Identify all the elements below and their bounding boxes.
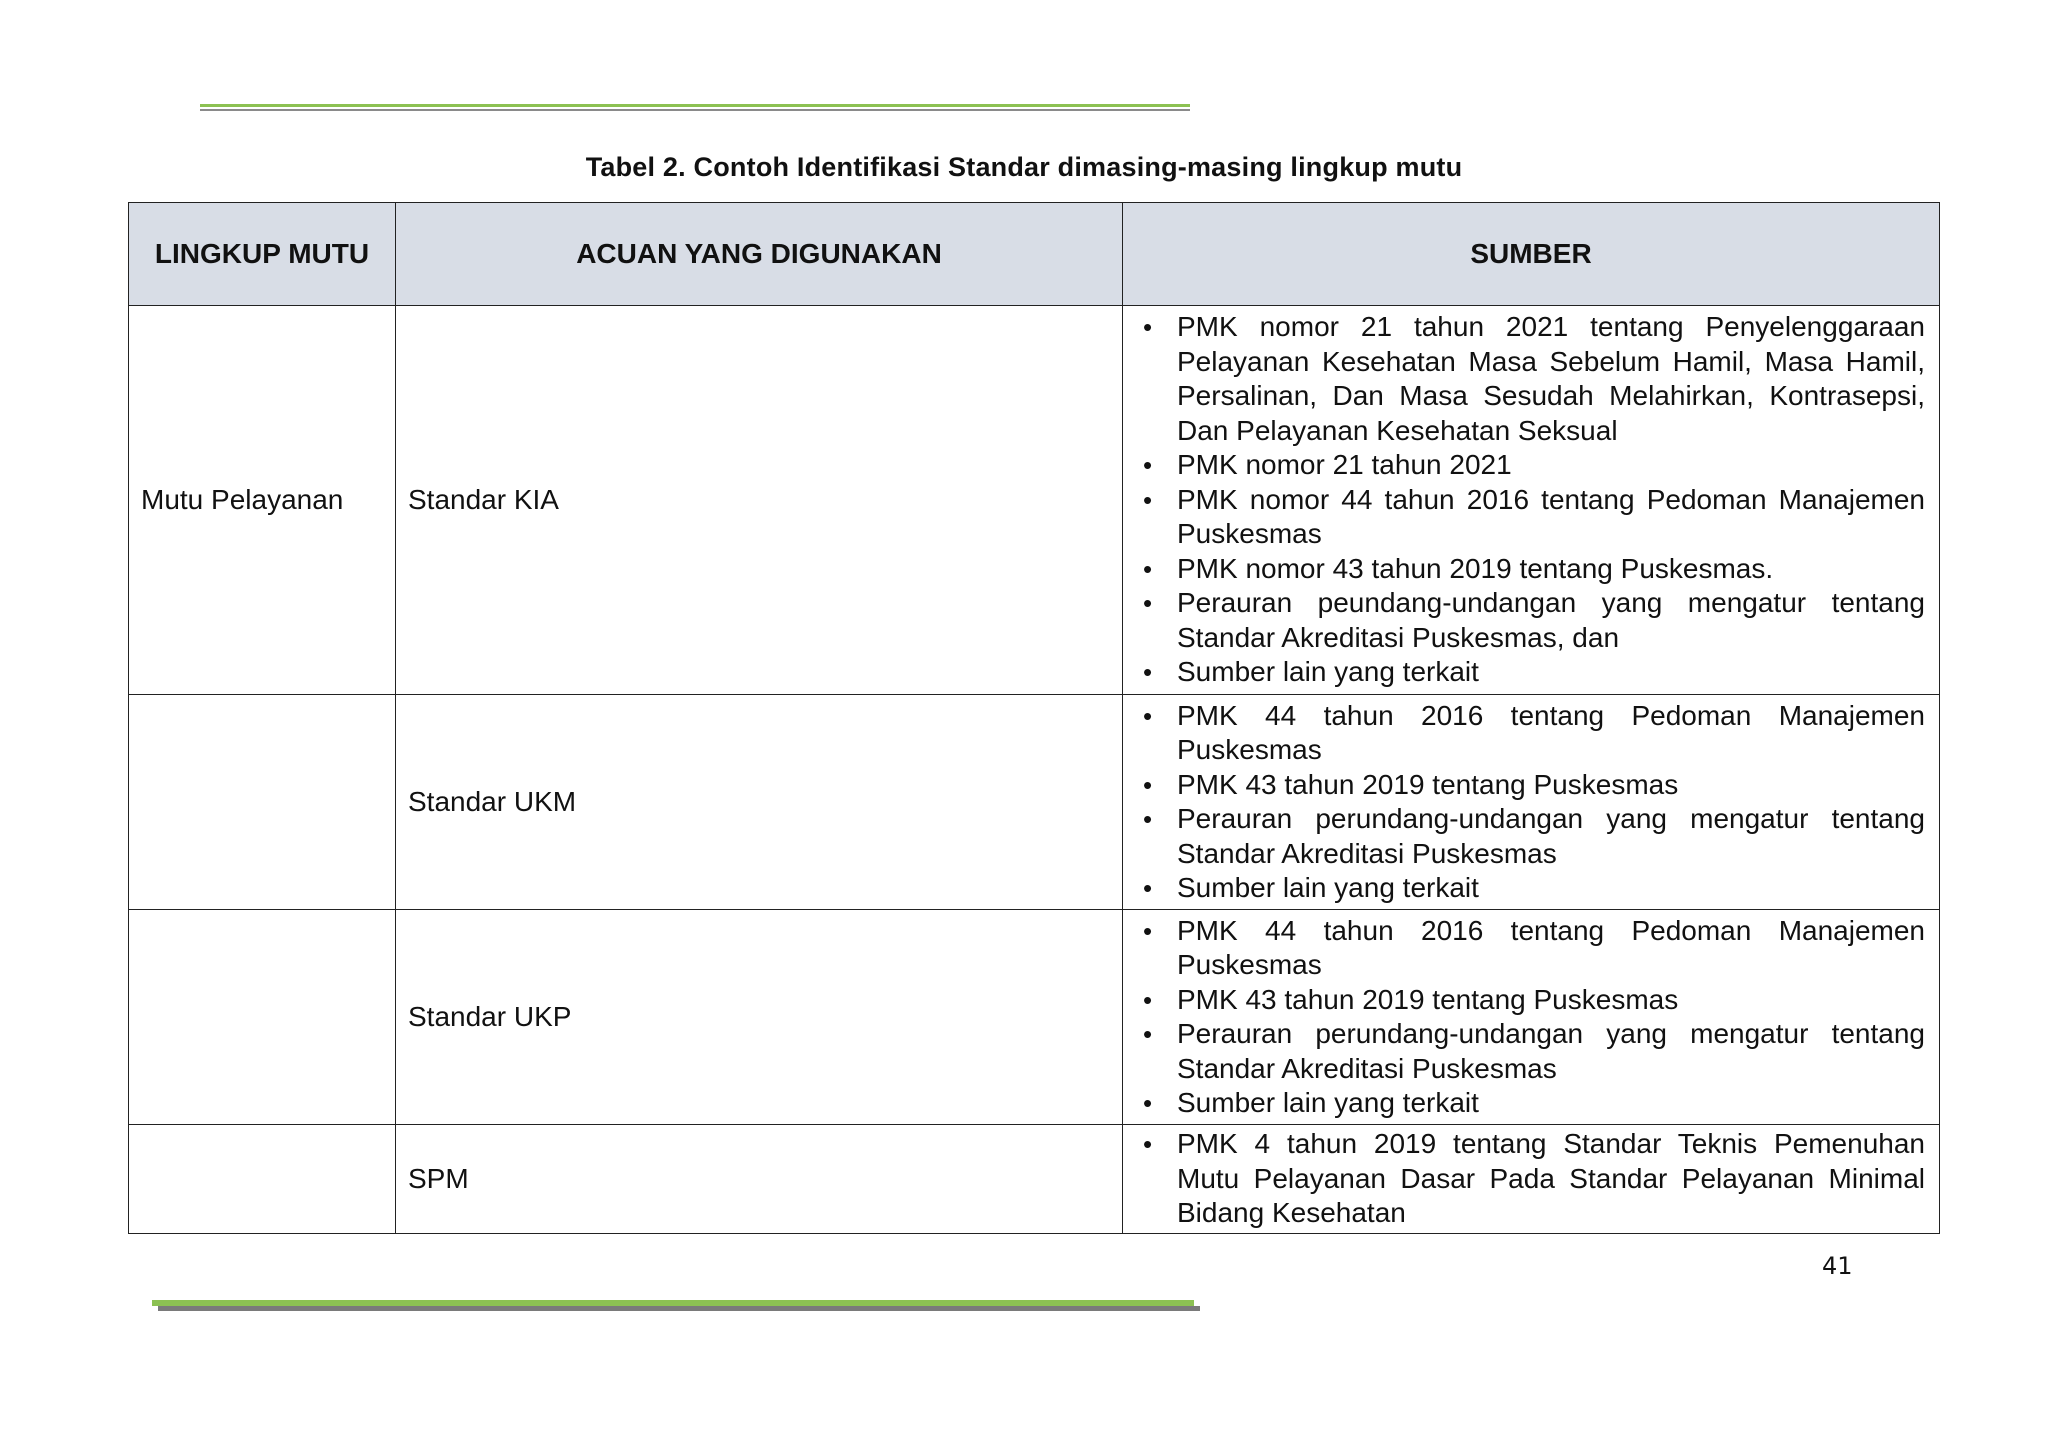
source-item: • Sumber lain yang terkait — [1177, 655, 1925, 690]
top-rule-gray — [200, 109, 1190, 111]
reference-cell: Standar UKP — [396, 910, 1123, 1125]
source-item: • PMK 4 tahun 2019 tentang Standar Teknis Pemenuhan Mutu Pelayanan Dasar Pada Standar Pelayanan Minimal Bidang Kesehatan — [1177, 1127, 1925, 1231]
sources-cell — [1123, 910, 1940, 1125]
header-acuan: ACUAN YANG DIGUNAKAN — [396, 203, 1123, 306]
header-sumber: SUMBER — [1123, 203, 1940, 306]
table-caption: Tabel 2. Contoh Identifikasi Standar dimasing-masing lingkup mutu — [585, 152, 1463, 182]
source-item: • PMK nomor 44 tahun 2016 tentang Pedoman Manajemen Puskesmas — [1177, 483, 1925, 552]
source-item: • PMK nomor 21 tahun 2021 — [1177, 448, 1925, 483]
reference-cell: Standar UKM — [396, 695, 1123, 910]
source-item: • Perauran perundang-undangan yang mengatur tentang Standar Akreditasi Puskesmas — [1177, 1017, 1925, 1086]
scope-cell — [129, 695, 396, 910]
sources-list — [1137, 310, 1925, 690]
reference-cell: SPM — [396, 1125, 1123, 1234]
source-item: • PMK 43 tahun 2019 tentang Puskesmas — [1177, 983, 1925, 1018]
sources-cell — [1123, 695, 1940, 910]
source-item: • PMK 44 tahun 2016 tentang Pedoman Manajemen Puskesmas — [1177, 699, 1925, 768]
sources-list — [1137, 914, 1925, 1121]
reference-cell: Standar KIA — [396, 306, 1123, 695]
page-number: 41 — [1822, 1252, 1853, 1280]
table-row — [129, 910, 1940, 1125]
table-row — [129, 1125, 1940, 1234]
sources-cell — [1123, 1125, 1940, 1234]
sources-cell — [1123, 306, 1940, 695]
source-item: • PMK 44 tahun 2016 tentang Pedoman Manajemen Puskesmas — [1177, 914, 1925, 983]
scope-cell — [129, 910, 396, 1125]
sources-list — [1137, 699, 1925, 906]
source-item: • PMK nomor 21 tahun 2021 tentang Penyelenggaraan Pelayanan Kesehatan Masa Sebelum Hamil, Masa Hamil, Persalinan, Dan Masa Sesudah Melahirkan, Kontrasepsi, Dan Pelayanan Kesehatan Seksual — [1177, 310, 1925, 448]
source-item: • PMK nomor 43 tahun 2019 tentang Puskesmas. — [1177, 552, 1925, 587]
source-item: • Perauran perundang-undangan yang mengatur tentang Standar Akreditasi Puskesmas — [1177, 802, 1925, 871]
bottom-decorative-rule — [152, 1300, 1194, 1312]
source-item: • Perauran peundang-undangan yang mengatur tentang Standar Akreditasi Puskesmas, dan — [1177, 586, 1925, 655]
sources-list — [1137, 1127, 1925, 1231]
source-item: • PMK 43 tahun 2019 tentang Puskesmas — [1177, 768, 1925, 803]
table-row — [129, 306, 1940, 695]
standards-table — [128, 202, 1940, 1234]
scope-cell: Mutu Pelayanan — [129, 306, 396, 695]
top-rule-green — [200, 104, 1190, 107]
table-header-row — [129, 203, 1940, 306]
source-item: • Sumber lain yang terkait — [1177, 871, 1925, 906]
header-lingkup-mutu: LINGKUP MUTU — [129, 203, 396, 306]
source-item: • Sumber lain yang terkait — [1177, 1086, 1925, 1121]
bottom-rule-gray — [158, 1306, 1200, 1311]
table-row — [129, 695, 1940, 910]
top-decorative-rule — [200, 104, 1190, 112]
scope-cell — [129, 1125, 396, 1234]
